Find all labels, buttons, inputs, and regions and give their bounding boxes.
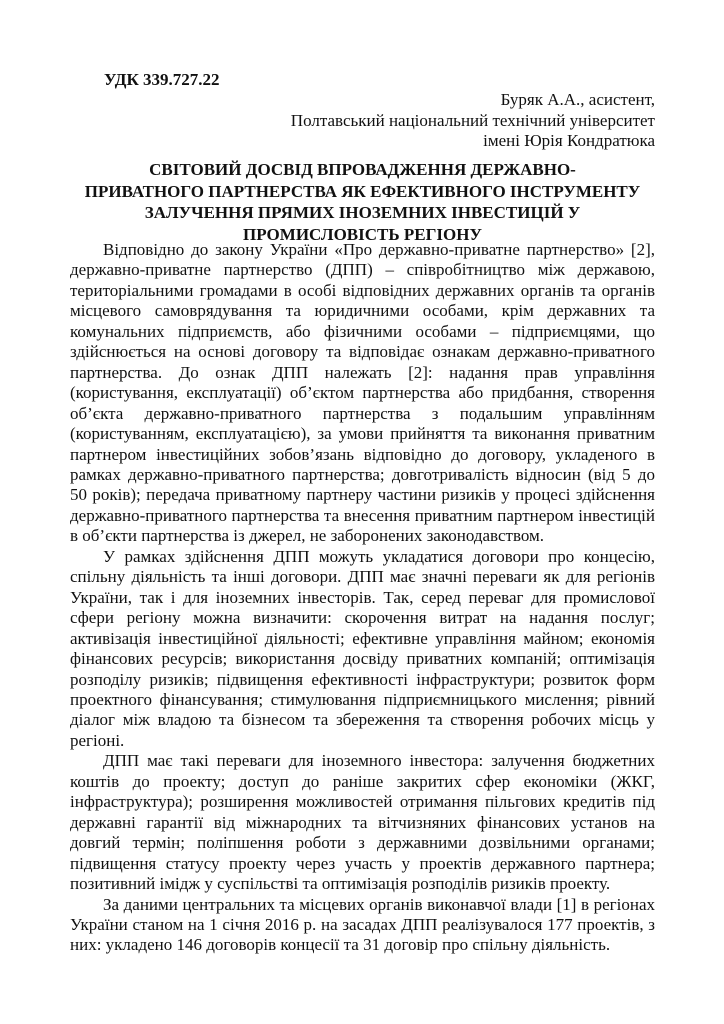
paragraph-line: державні гарантії від міжнародних та вітчизняних фінансових установ на bbox=[70, 812, 655, 832]
author-block bbox=[291, 90, 655, 152]
paragraph bbox=[70, 547, 655, 752]
paragraph-line: комунальних підприємств, або фізичними особами – підприємцями, що bbox=[70, 321, 655, 341]
title-line: ПРИВАТНОГО ПАРТНЕРСТВА ЯК ЕФЕКТИВНОГО ІНСТРУМЕНТУ bbox=[84, 181, 641, 201]
paragraph-line: 50 років); передача приватному партнеру частини ризиків у процесі здійснення bbox=[70, 485, 655, 505]
title-line: ЗАЛУЧЕННЯ ПРЯМИХ ІНОЗЕМНИХ ІНВЕСТИЦІЙ У bbox=[144, 203, 581, 222]
paragraph-line: рамках державно-приватного партнерства; довготривалість відносин (від 5 до bbox=[70, 464, 655, 484]
paragraph-line: позитивний імідж у суспільстві та оптимізація розподілів ризиків проекту. bbox=[70, 874, 611, 894]
paragraph-line: здійснюється на основі договору та відповідає ознакам державно-приватного bbox=[70, 342, 655, 362]
paragraph bbox=[70, 240, 655, 547]
paragraph-line: підвищення статусу проекту через участь у проектів державного партнера; bbox=[70, 853, 655, 873]
paragraph-line: фінансових ресурсів; використання досвіду приватних компаній; оптимізація bbox=[70, 649, 655, 669]
paragraph-line: державно-приватне партнерство (ДПП) – співробітництво між державою, bbox=[70, 260, 655, 280]
udk-code: УДК 339.727.22 bbox=[104, 70, 220, 89]
paragraph-line: в об’єкти партнерства із джерел, не заборонених законодавством. bbox=[70, 526, 545, 546]
paragraph-line: України станом на 1 січня 2016 р. на засадах ДПП реалізувалося 177 проектів, з bbox=[70, 914, 655, 934]
paragraph-line: (користування, експлуатації) об’єктом партнерства або придбання, створення bbox=[70, 383, 655, 403]
paragraph-line: активізація інвестиційної діяльності; ефективне управління майном; економія bbox=[70, 628, 655, 648]
author-affiliation: Полтавський національний технічний університет bbox=[290, 110, 655, 130]
paragraph-line: довгий термін; поліпшення роботи з державними дозвільними органами; bbox=[70, 833, 655, 853]
paragraph-line: спільну діяльність та інші договори. ДПП має значні переваги як для регіонів bbox=[70, 567, 655, 587]
title-line: СВІТОВИЙ ДОСВІД ВПРОВАДЖЕННЯ ДЕРЖАВНО- bbox=[149, 160, 576, 179]
paragraph-line: партнером інвестиційних зобов’язань відповідно до договору, укладеного в bbox=[70, 444, 655, 464]
author-name: Буряк А.А., асистент, bbox=[500, 90, 655, 109]
paragraph-line: них: укладено 146 договорів концесії та 31 договір про спільну діяльність. bbox=[70, 935, 611, 955]
paragraph-line: територіальними громадами в особі відповідних державних органів та органів bbox=[70, 280, 655, 300]
paragraph-line: коштів до проекту; доступ до раніше закритих сфер економіки (ЖКГ, bbox=[70, 771, 655, 791]
paragraph-line: За даними центральних та місцевих органів виконавчої влади [1] в регіонах bbox=[103, 894, 655, 914]
paragraph-line: розподілу ризиків; підвищення ефективності інфраструктури; розвиток форм bbox=[70, 669, 655, 689]
paragraph-line: державно-приватного партнерства та внесення приватним партнером інвестицій bbox=[70, 505, 655, 525]
paragraph-line: діалог між владою та бізнесом та збереження та створення робочих місць у bbox=[70, 710, 655, 730]
paragraph-line: інфраструктура); розширення можливостей отримання пільгових кредитів під bbox=[70, 792, 655, 812]
paragraph bbox=[70, 895, 655, 956]
paragraph-line: України, так і для іноземних інвесторів. Так, серед переваг для промислової bbox=[70, 587, 655, 607]
paragraph-line: ДПП має такі переваги для іноземного інвестора: залучення бюджетних bbox=[103, 751, 655, 771]
paragraph-line: (користуванням, експлуатацією), за умови прийняття та виконання приватним bbox=[70, 424, 655, 444]
paragraph-line: У рамках здійснення ДПП можуть укладатися договори про концесію, bbox=[103, 546, 655, 566]
paragraph-line: сфери регіону можна визначити: скорочення витрат на надання послуг; bbox=[70, 608, 655, 628]
paragraph-line: об’єкта державно-приватного партнерства з подальшим управлінням bbox=[70, 403, 655, 423]
paragraph-line: партнерства. До ознак ДПП належать [2]: надання прав управління bbox=[70, 362, 655, 382]
paragraph-line: Відповідно до закону України «Про державно-приватне партнерство» [2], bbox=[103, 240, 655, 259]
paragraph bbox=[70, 751, 655, 894]
article-body bbox=[70, 240, 655, 956]
paragraph-line: місцевого самоврядування та юридичними особами, крім державних та bbox=[70, 301, 655, 321]
article-title bbox=[70, 159, 655, 245]
title-line: ПРОМИСЛОВІСТЬ РЕГІОНУ bbox=[243, 224, 482, 244]
paragraph-line: регіоні. bbox=[70, 730, 125, 750]
paragraph-line: проектного фінансування; стимулювання підприємницького мислення; рівний bbox=[70, 689, 655, 709]
author-affiliation-cont: імені Юрія Кондратюка bbox=[483, 131, 655, 150]
